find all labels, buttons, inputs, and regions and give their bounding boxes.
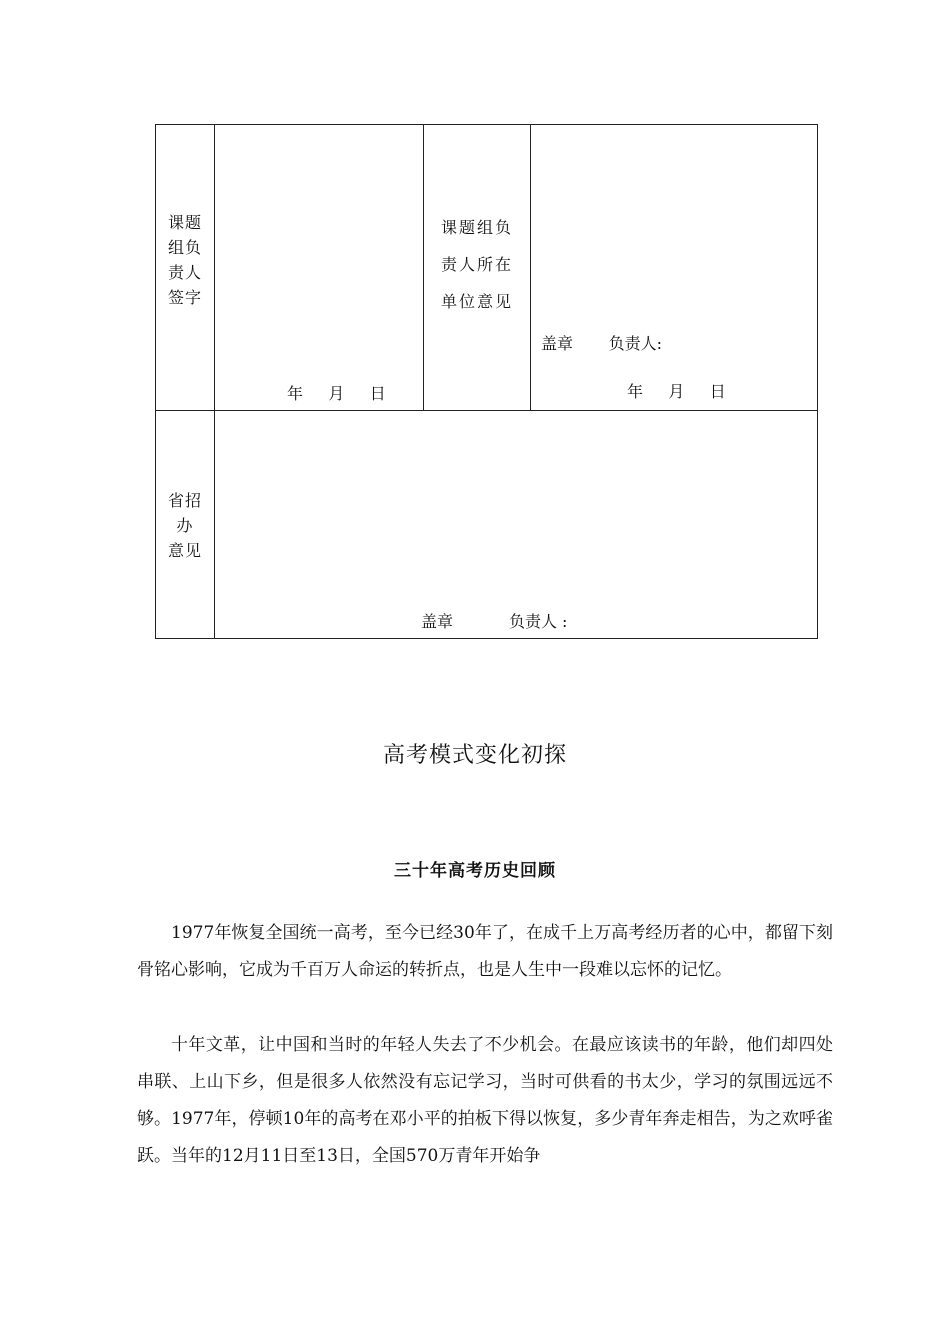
paragraph: 十年文革，让中国和当时的年轻人失去了不少机会。在最应该读书的年龄，他们却四处串联、上山下乡，但是很多人依然没有忘记学习，当时可供看的书太少，学习的氛围远远不够。1977年，停顿10年的高考在邓小平的拍板下得以恢复，多少青年奔走相告，为之欢呼雀跃。当年的12月11日至13日，全国570万青年开始争 [137, 1035, 833, 1166]
office-label: 省招 办 意见 [167, 491, 202, 560]
sign-field-cell[interactable] [215, 125, 424, 411]
office-opinion-cell[interactable] [215, 411, 818, 639]
office-label-cell [156, 411, 215, 639]
unit-opinion-cell[interactable] [531, 125, 818, 411]
approval-form-table [155, 124, 818, 639]
unit-label: 课题组负 责人所在 单位意见 [440, 218, 513, 311]
section-heading: 三十年高考历史回顾 [394, 861, 556, 881]
form-row-office [156, 411, 818, 639]
sign-label: 课题 组负 责人 签字 [167, 212, 202, 307]
office-stamp-line: 盖章 负责人 : [421, 612, 568, 631]
paragraph: 1977年恢复全国统一高考，至今已经30年了，在成千上万高考经历者的心中，都留下刻骨铭心影响，它成为千百万人命运的转折点，也是人生中一段难以忘怀的记忆。 [137, 923, 833, 980]
unit-date: 年 月 日 [627, 382, 727, 401]
sign-label-cell [156, 125, 215, 411]
sign-date: 年 月 日 [287, 384, 387, 403]
form-row-signatures [156, 125, 818, 411]
document-title: 高考模式变化初探 [382, 743, 567, 768]
unit-label-cell [424, 125, 531, 411]
unit-stamp-line: 盖章 负责人: [541, 334, 662, 353]
